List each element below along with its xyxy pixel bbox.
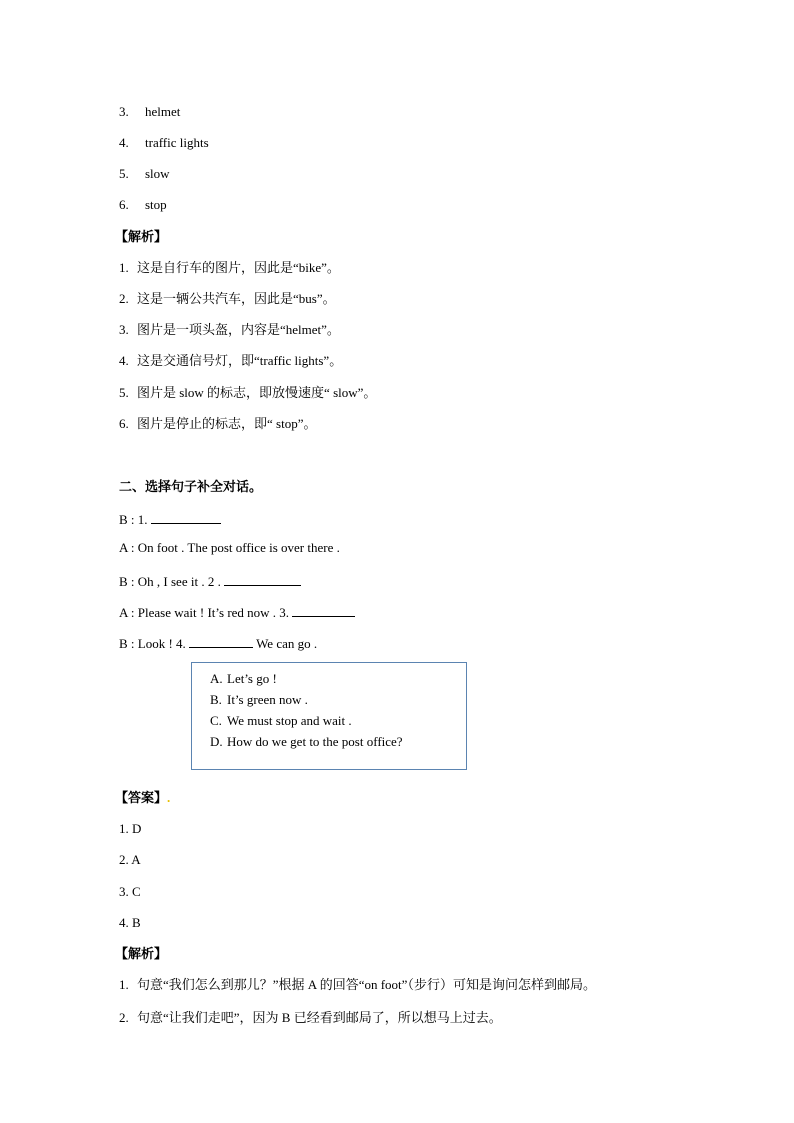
section-title: 二、选择句子补全对话。 (119, 479, 263, 494)
option-item (210, 734, 403, 750)
analysis-text: 这是自行车的图片，因此是“bike”。 (137, 260, 340, 275)
answer-item: 2. A (119, 852, 141, 867)
analysis-item (119, 322, 340, 338)
analysis-text: 这是一辆公共汽车，因此是“bus”。 (137, 291, 336, 306)
answer-line (119, 197, 167, 213)
option-text: How do we get to the post office? (227, 734, 403, 749)
answer-heading-text: 【答案】 (115, 790, 168, 805)
options-box (191, 662, 467, 770)
answer-line (119, 135, 209, 151)
option-item (210, 692, 308, 708)
item-number: 5. (119, 166, 129, 181)
answer-blank[interactable] (224, 572, 301, 586)
option-letter: A. (210, 671, 223, 686)
answer-blank[interactable] (189, 634, 253, 648)
analysis-text: 句意“让我们走吧”，因为 B 已经看到邮局了，所以想马上过去。 (137, 1010, 502, 1025)
item-number: 4. (119, 353, 129, 368)
analysis-item (119, 353, 342, 369)
option-letter: D. (210, 734, 223, 749)
option-text: It’s green now . (227, 692, 308, 707)
answer-line (119, 104, 180, 120)
item-number: 2. (119, 291, 129, 306)
item-number: 3. (119, 104, 129, 119)
answer-item: 1. D (119, 821, 142, 836)
answer-blank[interactable] (151, 510, 221, 524)
analysis-text: 图片是 slow 的标志，即放慢速度“ slow”。 (137, 385, 377, 400)
option-letter: C. (210, 713, 222, 728)
item-number: 3. (119, 322, 129, 337)
dialogue-line (119, 634, 317, 652)
analysis-heading: 【解析】 (115, 229, 168, 244)
dialogue-line (119, 572, 301, 590)
item-number: 5. (119, 385, 129, 400)
item-number: 4. (119, 135, 129, 150)
answer-text: helmet (145, 104, 181, 119)
answer-text: slow (145, 166, 170, 181)
dialogue-text: B : 1. (119, 512, 151, 527)
option-text: Let’s go ! (227, 671, 277, 686)
item-number: 6. (119, 197, 129, 212)
analysis-item (119, 291, 336, 307)
answer-blank[interactable] (292, 603, 355, 617)
option-text: We must stop and wait . (227, 713, 352, 728)
dialogue-text: We can go . (253, 636, 318, 651)
answer-item: 4. B (119, 915, 141, 930)
option-letter: B. (210, 692, 222, 707)
dialogue-line (119, 510, 221, 528)
analysis-item (119, 1010, 502, 1026)
analysis-item (119, 977, 596, 993)
answer-text: stop (145, 197, 167, 212)
analysis-text: 句意“我们怎么到那儿？”根据 A 的回答“on foot”（步行）可知是询问怎样到邮局。 (137, 977, 596, 992)
analysis-item (119, 260, 340, 276)
option-item (210, 713, 352, 729)
heading-dot: . (167, 790, 171, 805)
dialogue-text: A : Please wait ! It’s red now . 3. (119, 605, 293, 620)
dialogue-text: B : Oh , I see it . 2 . (119, 574, 225, 589)
analysis-item (119, 385, 376, 401)
dialogue-text: A : On foot . The post office is over there . (119, 540, 340, 555)
dialogue-line (119, 540, 340, 556)
answer-heading (115, 790, 170, 806)
item-number: 6. (119, 416, 129, 431)
item-number: 1. (119, 977, 129, 992)
dialogue-text: B : Look ! 4. (119, 636, 190, 651)
answer-item: 3. C (119, 884, 141, 899)
dialogue-line (119, 603, 355, 621)
analysis-text: 图片是停止的标志，即“ stop”。 (137, 416, 317, 431)
answer-text: traffic lights (145, 135, 209, 150)
item-number: 2. (119, 1010, 129, 1025)
analysis-heading: 【解析】 (115, 946, 168, 961)
option-item (210, 671, 277, 687)
item-number: 1. (119, 260, 129, 275)
analysis-text: 这是交通信号灯，即“traffic lights”。 (137, 353, 343, 368)
analysis-text: 图片是一项头盔，内容是“helmet”。 (137, 322, 340, 337)
answer-line (119, 166, 170, 182)
analysis-item (119, 416, 316, 432)
